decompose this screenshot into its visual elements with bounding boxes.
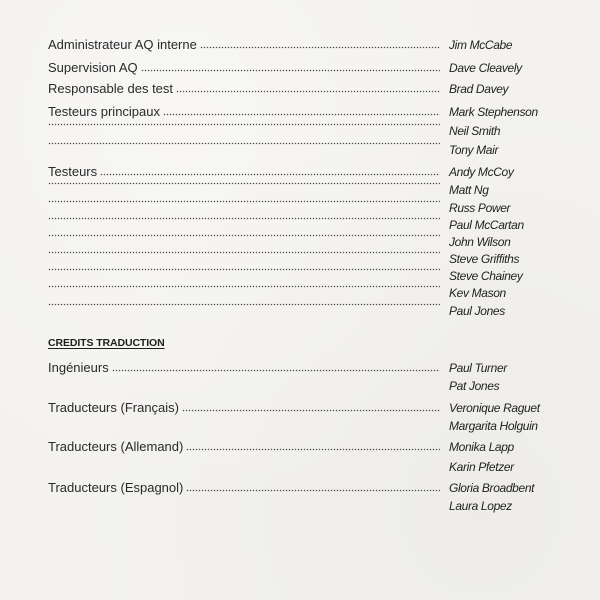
section-heading: CREDITS TRADUCTION [48, 337, 165, 349]
credit-name: Margarita Holguin [449, 419, 538, 433]
credit-row [48, 217, 524, 233]
dot-leader [48, 285, 440, 288]
dot-leader [48, 182, 440, 185]
dot-leader [176, 90, 440, 93]
credit-row [48, 378, 500, 394]
credit-name: Paul Turner [449, 361, 507, 375]
credit-name: Kev Mason [449, 286, 506, 300]
dot-leader [48, 234, 440, 237]
dot-leader [141, 69, 440, 72]
credit-name: Matt Ng [449, 183, 489, 197]
credit-row [48, 234, 511, 250]
credit-row [48, 268, 523, 284]
dot-leader [100, 173, 440, 176]
credit-row [48, 182, 489, 198]
credit-row [48, 498, 512, 514]
credit-row [48, 104, 538, 120]
credit-name: Tony Mair [449, 143, 499, 157]
dot-leader [112, 369, 440, 372]
credit-name: Brad Davey [449, 82, 509, 96]
credit-name: Mark Stephenson [449, 105, 538, 119]
credit-name: Neil Smith [449, 124, 501, 138]
credit-row [48, 303, 505, 319]
credit-row [48, 251, 520, 267]
credit-name: Monika Lapp [449, 440, 514, 454]
dot-leader [48, 251, 440, 254]
dot-leader [186, 448, 440, 451]
credit-row [48, 400, 540, 416]
dot-leader [48, 200, 440, 203]
credit-row [48, 285, 506, 301]
role-label: Testeurs [48, 164, 98, 179]
credit-name: Laura Lopez [449, 499, 512, 513]
credit-row [48, 480, 535, 496]
credit-row [48, 81, 509, 97]
credit-name: Paul McCartan [449, 218, 524, 232]
role-label: Traducteurs (Français) [48, 400, 179, 415]
dot-leader [163, 113, 440, 116]
credit-row [48, 142, 499, 158]
credit-row [48, 60, 522, 76]
credit-name: Karin Pfetzer [449, 460, 514, 474]
role-label: Administrateur AQ interne [48, 37, 197, 52]
credit-row [48, 123, 501, 139]
credit-row [48, 439, 514, 455]
dot-leader [186, 489, 440, 492]
credit-name: Andy McCoy [449, 165, 514, 179]
credit-name: Steve Griffiths [449, 252, 520, 266]
credit-row [48, 360, 507, 376]
credit-name: Paul Jones [449, 304, 505, 318]
credit-name: Pat Jones [449, 379, 500, 393]
credit-row [48, 459, 514, 475]
credit-row [48, 164, 514, 180]
credit-name: Jim McCabe [449, 38, 513, 52]
dot-leader [48, 217, 440, 220]
dot-leader [48, 303, 440, 306]
role-label: Ingénieurs [48, 360, 109, 375]
dot-leader [200, 46, 440, 49]
credit-row [48, 37, 513, 53]
credit-name: Veronique Raguet [449, 401, 540, 415]
credit-row [48, 200, 511, 216]
role-label: Supervision AQ [48, 60, 138, 75]
role-label: Traducteurs (Espagnol) [48, 480, 184, 495]
role-label: Testeurs principaux [48, 104, 160, 119]
credit-name: Gloria Broadbent [449, 481, 535, 495]
credit-name: Steve Chainey [449, 269, 523, 283]
dot-leader [48, 123, 440, 126]
dot-leader [182, 409, 440, 412]
role-label: Traducteurs (Allemand) [48, 439, 184, 454]
credit-name: Dave Cleavely [449, 61, 522, 75]
credit-row [48, 418, 538, 434]
credit-name: John Wilson [449, 235, 511, 249]
role-label: Responsable des test [48, 81, 174, 96]
credit-name: Russ Power [449, 201, 511, 215]
dot-leader [48, 142, 440, 145]
dot-leader [48, 268, 440, 271]
